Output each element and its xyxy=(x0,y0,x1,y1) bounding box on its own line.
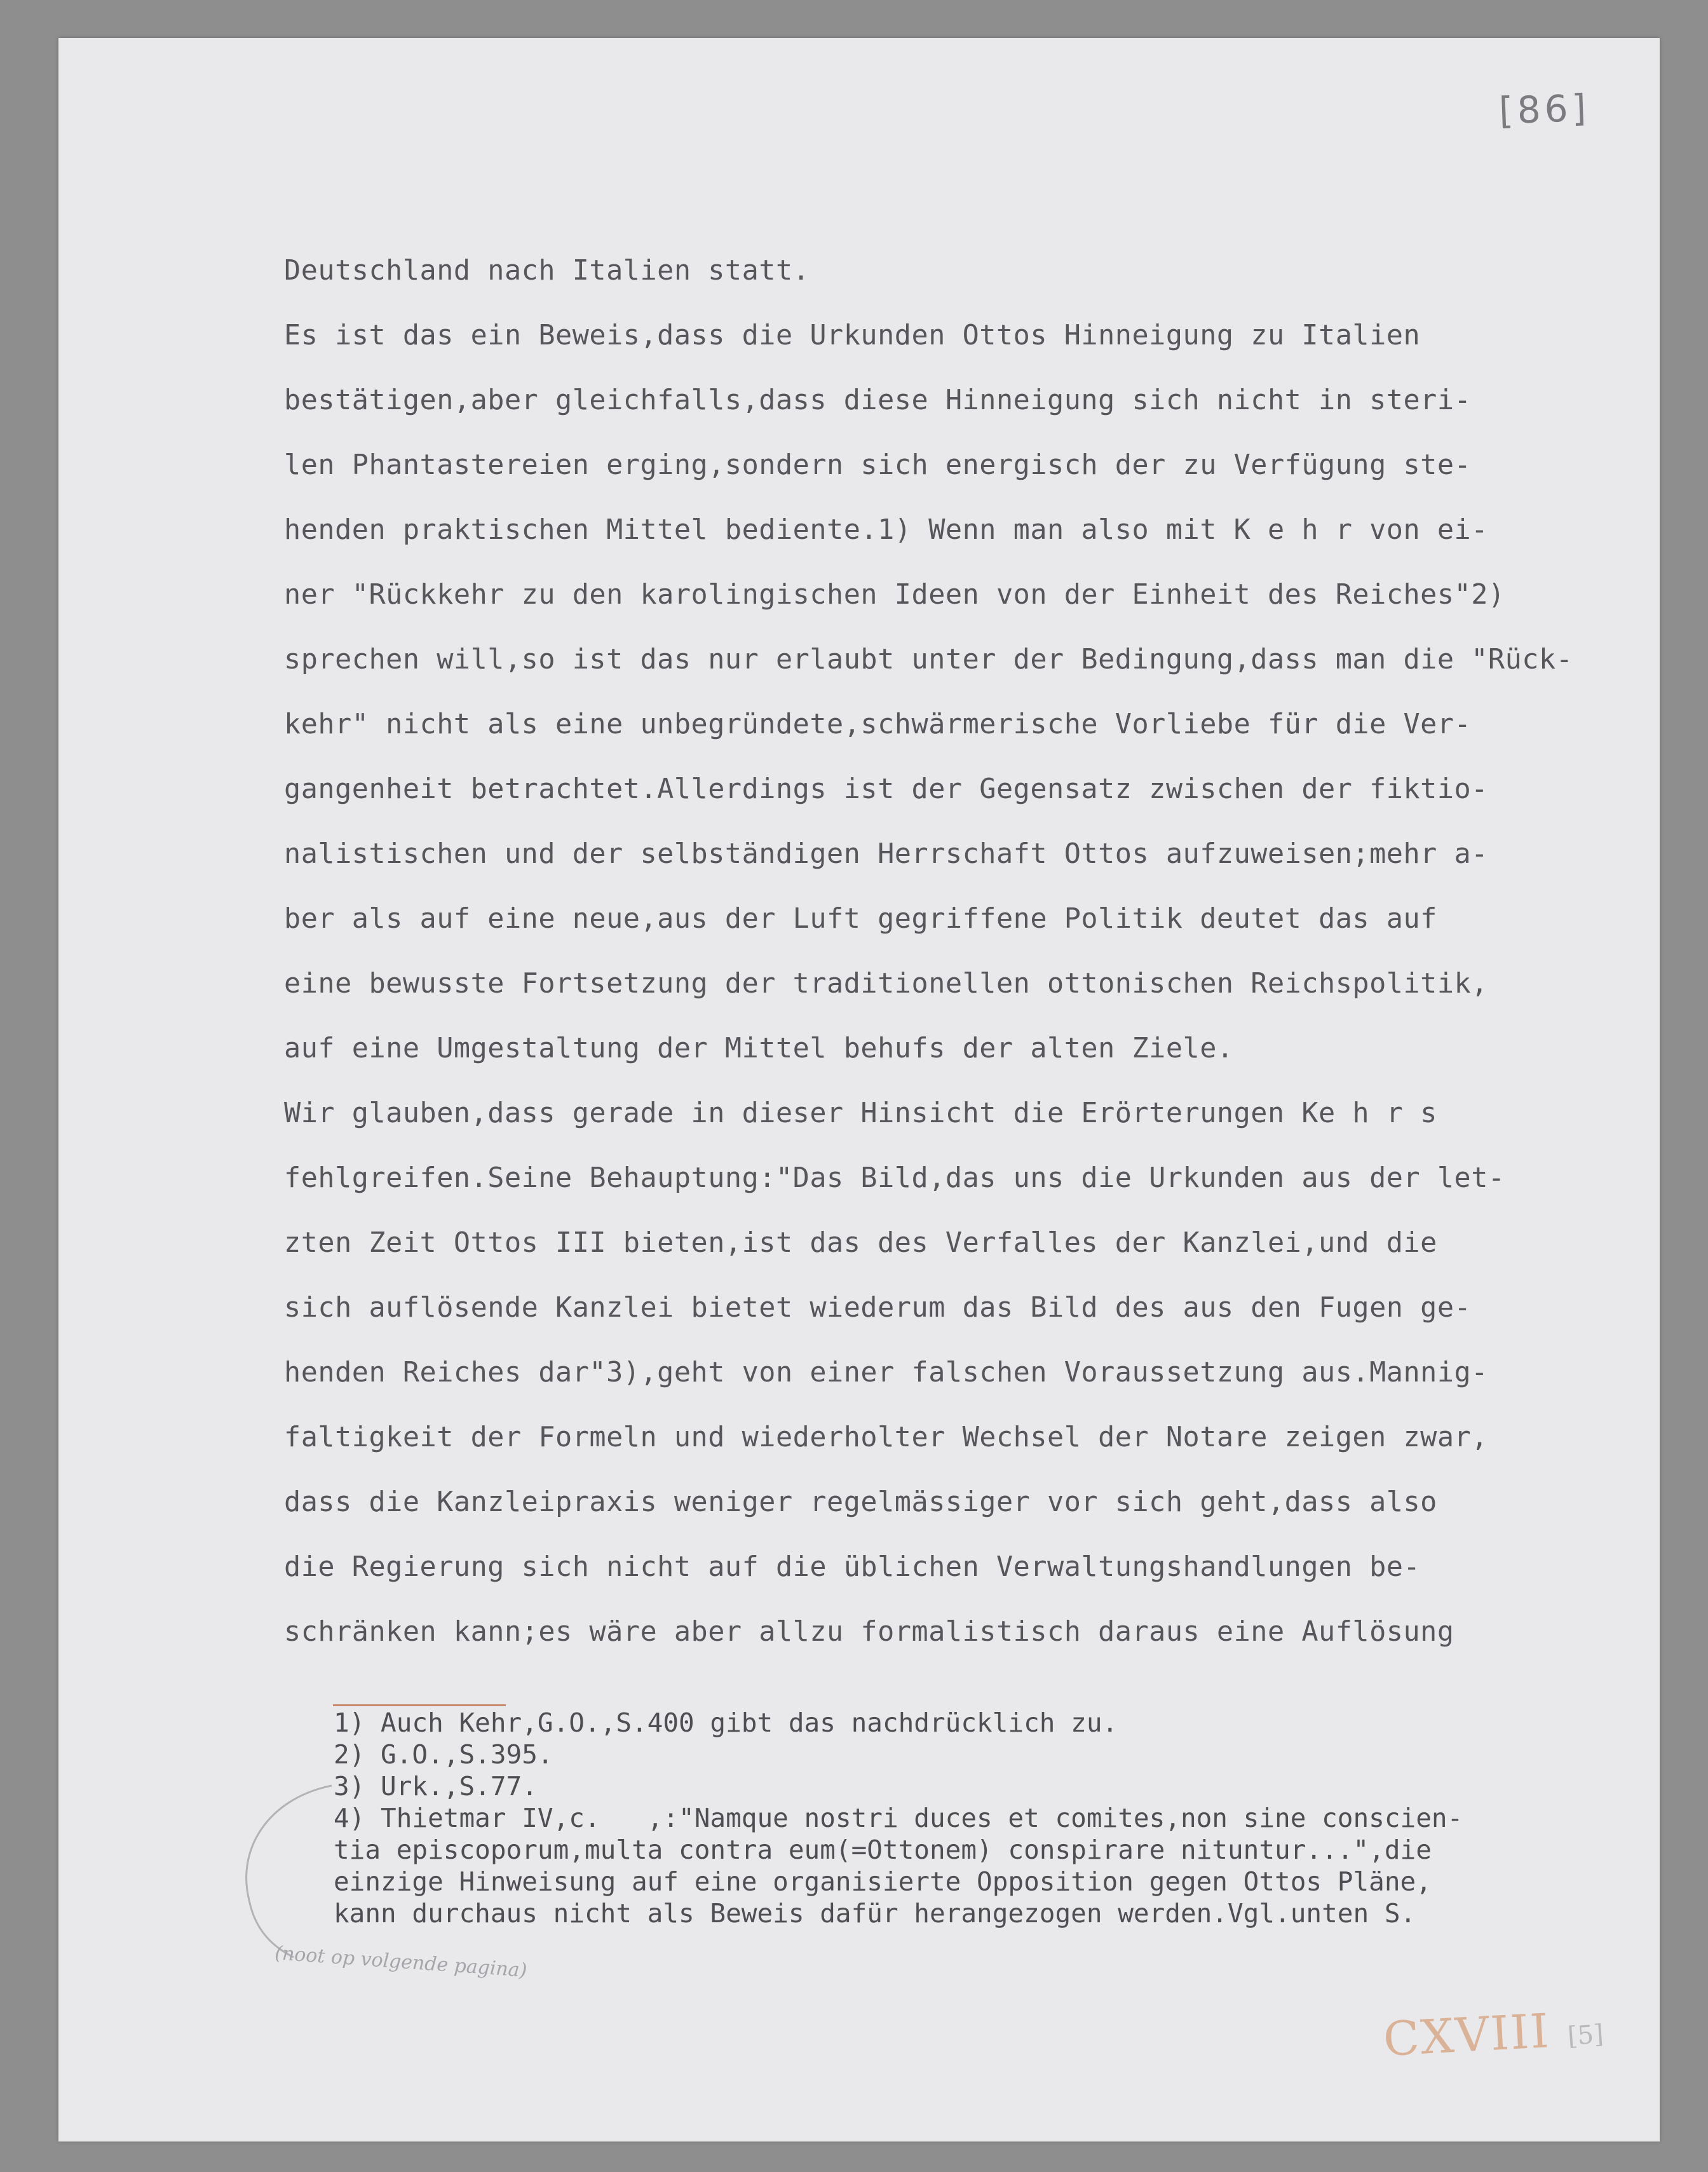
text-line: ber als auf eine neue,aus der Luft gegriffene Politik deutet das auf xyxy=(284,903,1437,935)
text-line: dass die Kanzleipraxis weniger regelmässiger vor sich geht,dass also xyxy=(284,1486,1437,1518)
archive-stamp-number: [5] xyxy=(1566,2019,1605,2051)
footnote-line: tia episcoporum,multa contra eum(=Ottonem) conspirare nituntur...",die xyxy=(334,1835,1432,1865)
text-line: henden Reiches dar"3),geht von einer falschen Voraussetzung aus.Mannig- xyxy=(284,1357,1488,1388)
text-line: schränken kann;es wäre aber allzu formalistisch daraus eine Auflösung xyxy=(284,1616,1454,1648)
text-line: nalistischen und der selbständigen Herrschaft Ottos aufzuweisen;mehr a- xyxy=(284,838,1488,870)
text-line: Deutschland nach Italien statt. xyxy=(284,255,810,287)
text-line: ner "Rückkehr zu den karolingischen Ideen von der Einheit des Reiches"2) xyxy=(284,579,1505,611)
text-line: zten Zeit Ottos III bieten,ist das des Verfalles der Kanzlei,und die xyxy=(284,1227,1437,1259)
footnote-divider xyxy=(333,1704,506,1706)
text-line: kehr" nicht als eine unbegründete,schwärmerische Vorliebe für die Ver- xyxy=(284,709,1472,740)
pencil-bracket-icon xyxy=(211,1779,338,1964)
footnote-line: 2) G.O.,S.395. xyxy=(334,1739,553,1770)
body-text xyxy=(284,238,1637,1664)
pencil-note: (noot op volgende pagina) xyxy=(274,1942,528,1982)
document-page xyxy=(58,38,1660,2141)
text-line: die Regierung sich nicht auf die üblichen Verwaltungshandlungen be- xyxy=(284,1551,1421,1583)
text-line: Wir glauben,dass gerade in dieser Hinsicht die Erörterungen Ke h r s xyxy=(284,1097,1437,1129)
text-line: bestätigen,aber gleichfalls,dass diese Hinneigung sich nicht in steri- xyxy=(284,384,1472,416)
text-line: henden praktischen Mittel bediente.1) Wenn man also mit K e h r von ei- xyxy=(284,514,1488,546)
text-line: fehlgreifen.Seine Behauptung:"Das Bild,das uns die Urkunden aus der let- xyxy=(284,1162,1505,1194)
footnote-line: 4) Thietmar IV,c. ,:"Namque nostri duces et comites,non sine conscien- xyxy=(334,1803,1463,1833)
footnotes xyxy=(334,1707,1660,1929)
footnote-line: kann durchaus nicht als Beweis dafür herangezogen werden.Vgl.unten S. xyxy=(334,1898,1416,1929)
text-line: Es ist das ein Beweis,dass die Urkunden Ottos Hinneigung zu Italien xyxy=(284,320,1421,351)
page-number: [86] xyxy=(1498,86,1591,133)
footnote-line: 3) Urk.,S.77. xyxy=(334,1771,538,1802)
text-line: auf eine Umgestaltung der Mittel behufs der alten Ziele. xyxy=(284,1033,1234,1064)
footnote-line: einzige Hinweisung auf eine organisierte Opposition gegen Ottos Pläne, xyxy=(334,1866,1432,1897)
text-line: gangenheit betrachtet.Allerdings ist der Gegensatz zwischen der fiktio- xyxy=(284,773,1488,805)
text-line: sprechen will,so ist das nur erlaubt unter der Bedingung,dass man die "Rück- xyxy=(284,644,1573,675)
text-line: len Phantastereien erging,sondern sich energisch der zu Verfügung ste- xyxy=(284,449,1472,481)
archive-stamp: CXVIII xyxy=(1381,2004,1552,2067)
text-line: sich auflösende Kanzlei bietet wiederum das Bild des aus den Fugen ge- xyxy=(284,1292,1472,1324)
footnote-line: 1) Auch Kehr,G.O.,S.400 gibt das nachdrücklich zu. xyxy=(334,1707,1118,1738)
text-line: eine bewusste Fortsetzung der traditionellen ottonischen Reichspolitik, xyxy=(284,968,1488,1000)
text-line: faltigkeit der Formeln und wiederholter Wechsel der Notare zeigen zwar, xyxy=(284,1422,1488,1453)
